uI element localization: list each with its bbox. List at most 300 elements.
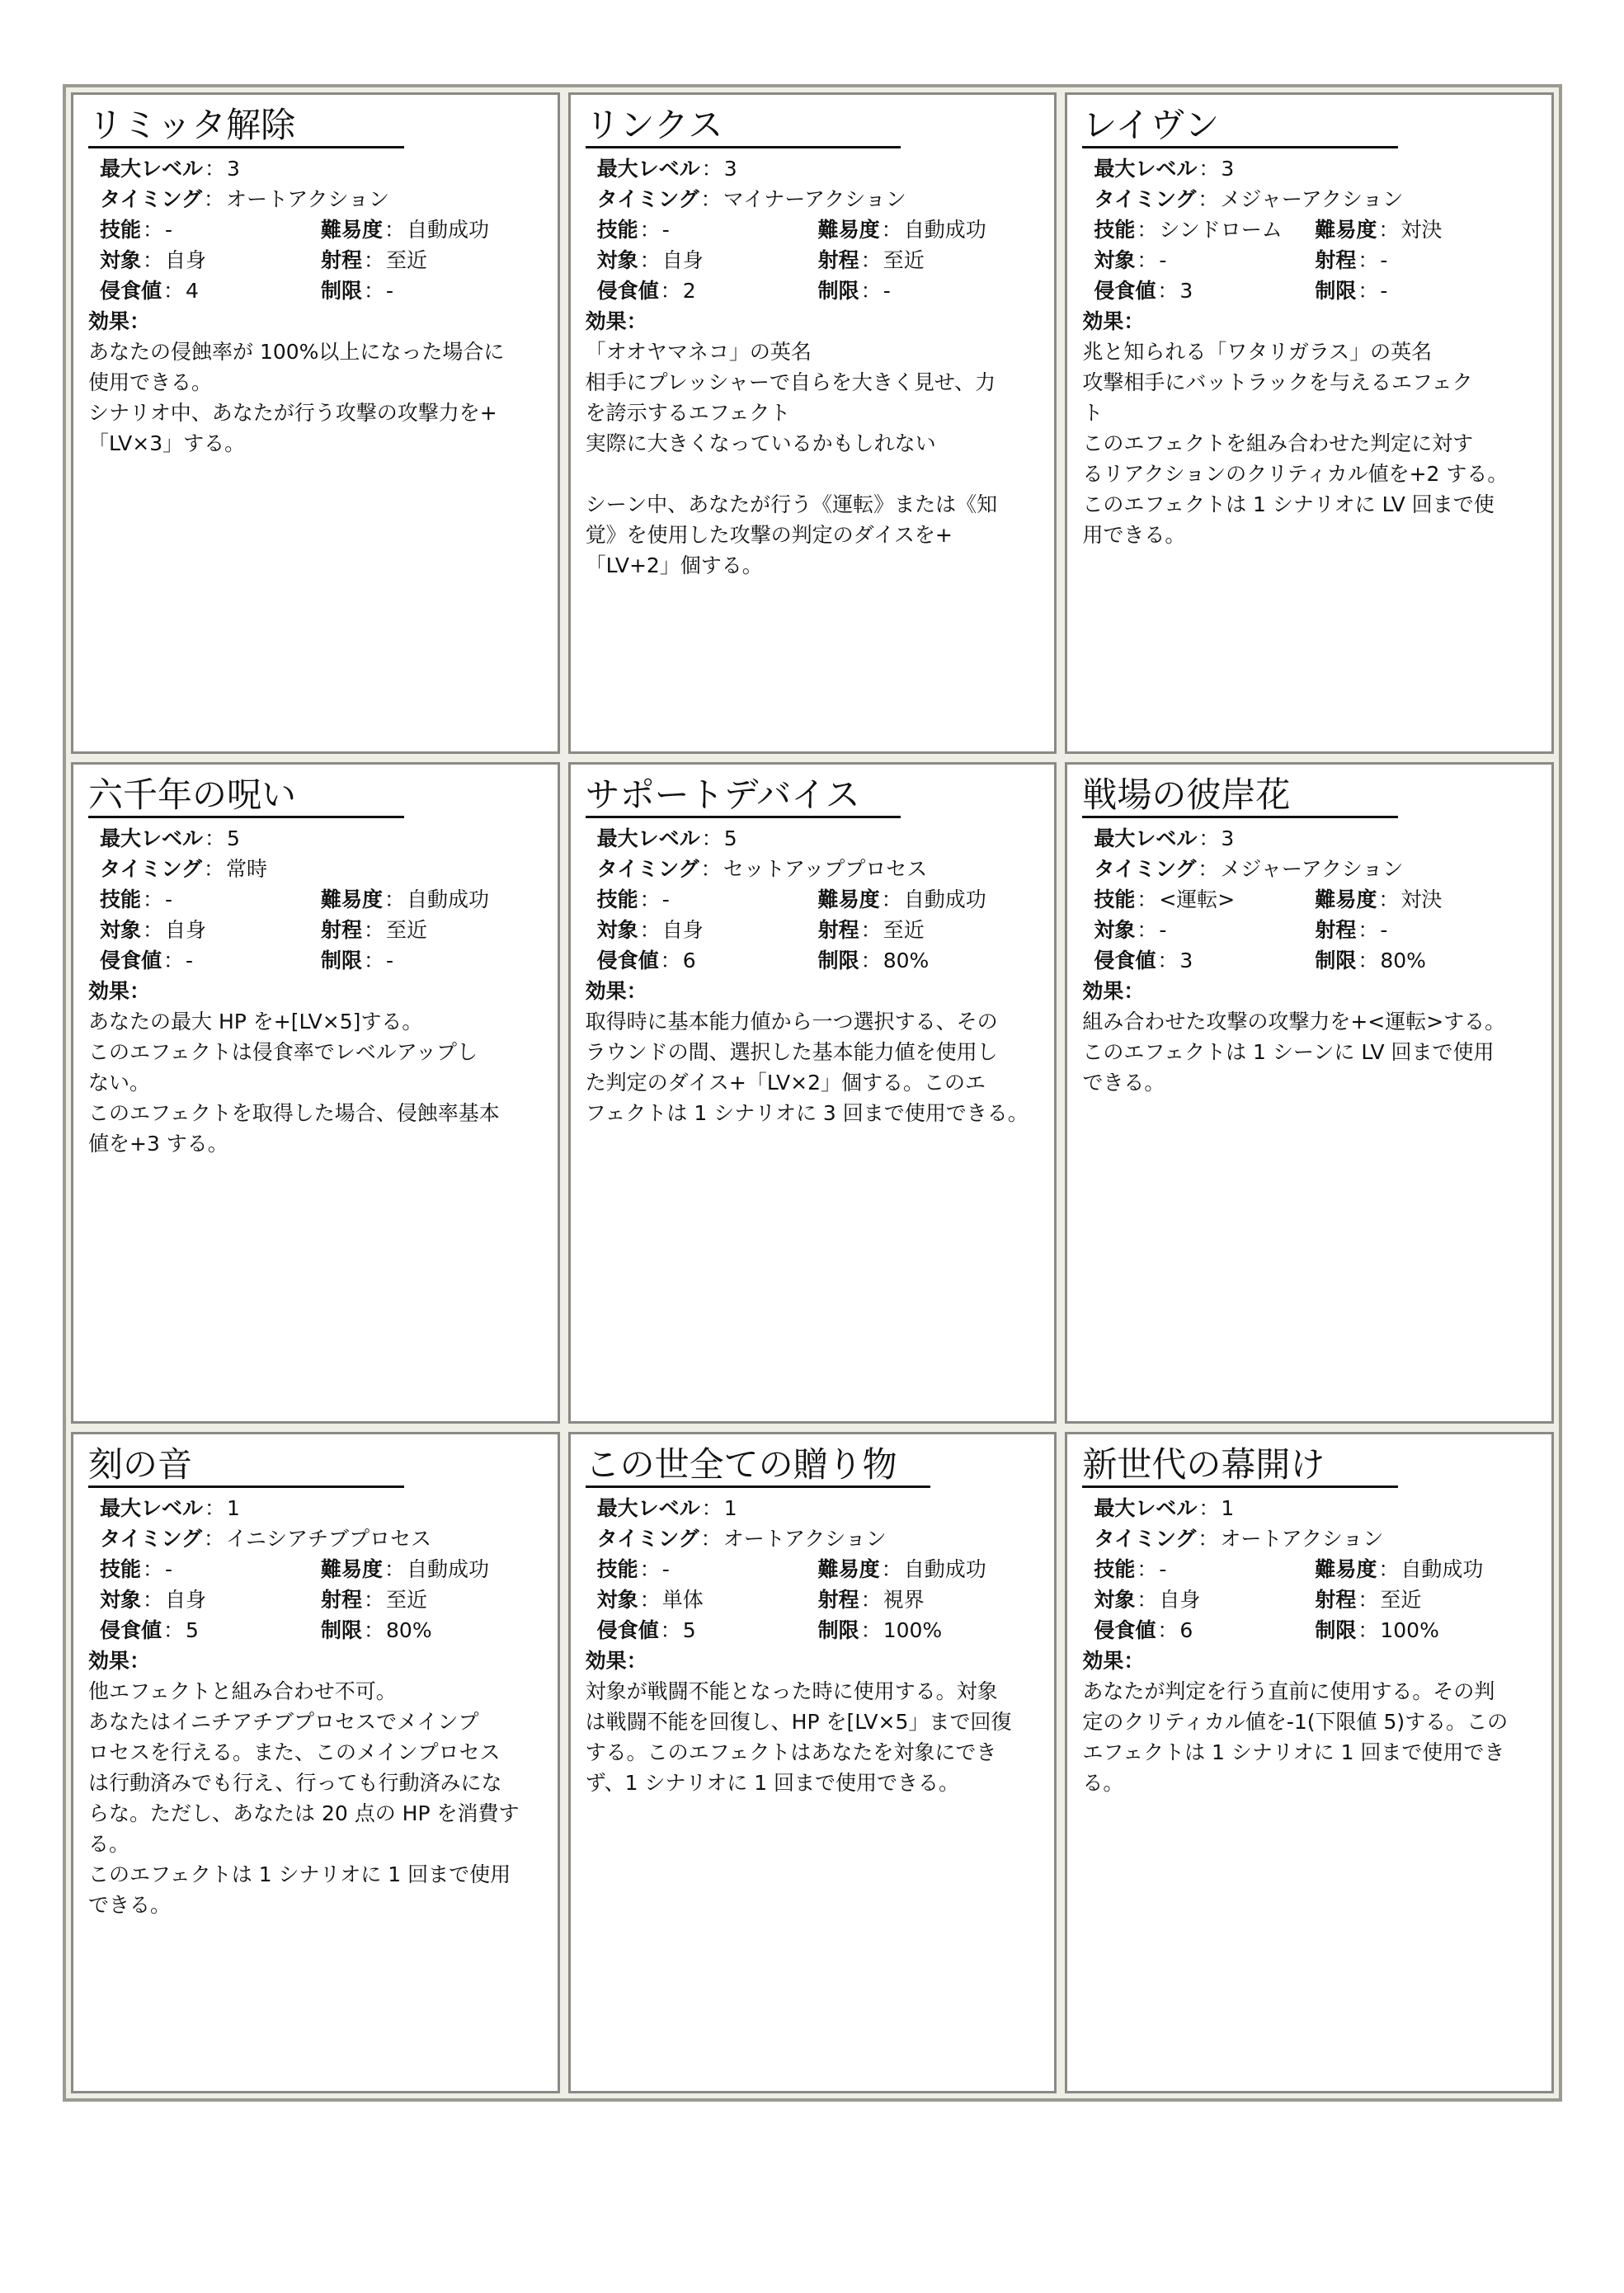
skill-value: - [661, 888, 670, 911]
max_level-label: 最大レベル [596, 157, 700, 181]
timing-label: タイミング [1094, 1527, 1197, 1551]
max_level-label: 最大レベル [1094, 826, 1198, 850]
range-field [1315, 1584, 1421, 1615]
effect-card [71, 1432, 560, 2093]
colon: ： [881, 1557, 902, 1581]
effect-text-line: シナリオ中、あなたが行う攻撃の攻撃力を+ [88, 401, 497, 425]
max_level-value: 3 [1221, 157, 1235, 181]
max_level-value: 5 [227, 826, 240, 850]
target-label: 対象 [100, 918, 142, 942]
limit-field [818, 945, 930, 976]
colon: ： [364, 279, 385, 303]
timing-label: タイミング [100, 857, 203, 881]
skill-value: - [661, 1557, 670, 1581]
effect-body [1082, 1676, 1538, 1798]
card-title: 新世代の幕開け [1082, 1444, 1398, 1488]
colon: ： [1198, 187, 1219, 211]
colon: ： [384, 1557, 406, 1581]
effect-heading [1082, 1646, 1538, 1676]
meta-row-timing [1094, 184, 1538, 214]
erosion-value: 2 [682, 279, 696, 303]
colon: ： [129, 1649, 151, 1673]
timing-field [100, 854, 267, 884]
erosion-label: 侵食値 [100, 1618, 162, 1642]
difficulty-field [321, 214, 489, 245]
skill-label: 技能 [100, 218, 142, 242]
card-meta [88, 1493, 544, 1646]
erosion-value: 6 [682, 949, 696, 972]
max_level-field [597, 153, 737, 184]
meta-row-skill [1094, 214, 1538, 245]
meta-row-erosion [1094, 945, 1538, 976]
skill-field [1094, 884, 1315, 915]
card-meta [586, 1493, 1042, 1646]
effect-text-line: あなたの侵蝕率が 100%以上になった場合に [88, 340, 505, 364]
limit-value: 80% [386, 1618, 432, 1642]
effect-text-line: フェクトは 1 シナリオに 3 回まで使用できる。 [585, 1101, 1029, 1125]
timing-label: タイミング [596, 187, 699, 211]
effect-heading [586, 306, 1042, 337]
limit-label: 制限 [1315, 279, 1357, 303]
colon: ： [204, 857, 225, 881]
skill-value: シンドローム [1159, 218, 1283, 242]
card-meta [1082, 153, 1538, 306]
effect-text-line: シーン中、あなたが行う《運転》または《知 [585, 492, 998, 516]
skill-label: 技能 [1094, 1557, 1136, 1581]
range-value: 至近 [1380, 1588, 1422, 1612]
colon: ： [143, 218, 164, 242]
effect-body [88, 337, 544, 459]
effect-text-line: 使用できる。 [88, 370, 213, 394]
colon: ： [1378, 218, 1400, 242]
effect-heading [88, 976, 544, 1006]
effect-text-line: 攻撃相手にバットラックを与えるエフェク [1082, 370, 1473, 394]
meta-row-erosion [1094, 275, 1538, 306]
card-title: リミッタ解除 [88, 105, 404, 148]
card-title: この世全ての贈り物 [586, 1444, 930, 1488]
timing-value: 常時 [226, 857, 268, 881]
card-title: リンクス [586, 105, 901, 148]
range-field [321, 1584, 427, 1615]
meta-row-erosion [1094, 1615, 1538, 1646]
timing-label: タイミング [100, 1527, 203, 1551]
skill-field [100, 884, 321, 915]
skill-value: - [165, 218, 173, 242]
target-field [597, 915, 818, 945]
skill-label: 技能 [596, 218, 638, 242]
colon: ： [1358, 1588, 1379, 1612]
max_level-label: 最大レベル [100, 157, 204, 181]
range-field [818, 915, 925, 945]
effect-label: 効果 [585, 309, 627, 333]
effect-label: 効果 [88, 979, 130, 1003]
limit-value: 80% [883, 949, 930, 972]
effect-text-line: あなたの最大 HP を+[LV×5]する。 [88, 1010, 423, 1033]
colon: ： [205, 157, 226, 181]
skill-field [597, 1554, 818, 1584]
effect-text-line: このエフェクトを組み合わせた判定に対す [1082, 431, 1474, 455]
colon: ： [626, 979, 647, 1003]
erosion-label: 侵食値 [596, 279, 659, 303]
effect-label: 効果 [1082, 309, 1124, 333]
colon: ： [1123, 979, 1145, 1003]
target-field [100, 245, 321, 275]
colon: ： [143, 1588, 164, 1612]
effect-card [1065, 762, 1554, 1424]
meta-row-level [100, 823, 544, 854]
limit-value: - [386, 949, 394, 972]
difficulty-label: 難易度 [321, 888, 384, 911]
difficulty-field [1315, 1554, 1483, 1584]
timing-value: メジャーアクション [1220, 187, 1404, 211]
target-label: 対象 [1094, 248, 1136, 272]
max_level-value: 5 [723, 826, 737, 850]
limit-field [1315, 945, 1426, 976]
max_level-field [1094, 823, 1234, 854]
effect-text-line: 「オオヤマネコ」の英名 [585, 340, 812, 364]
skill-value: - [661, 218, 670, 242]
timing-field [597, 1523, 887, 1554]
effect-text-line: る。 [1082, 1771, 1124, 1795]
colon: ： [1137, 1588, 1158, 1612]
difficulty-label: 難易度 [817, 888, 880, 911]
meta-row-erosion [597, 275, 1042, 306]
effect-text-line: 「LV×3」する。 [88, 431, 246, 455]
colon: ： [1198, 857, 1219, 881]
max_level-label: 最大レベル [596, 1496, 700, 1520]
timing-field [597, 184, 906, 214]
timing-label: タイミング [100, 187, 203, 211]
effect-label: 効果 [585, 979, 627, 1003]
effect-text-line: は行動済みでも行え、行っても行動済みにな [88, 1771, 502, 1795]
effect-text-line: ない。 [88, 1071, 151, 1095]
meta-row-skill [100, 884, 544, 915]
meta-row-timing [100, 854, 544, 884]
meta-row-erosion [597, 945, 1042, 976]
max_level-label: 最大レベル [1094, 157, 1198, 181]
difficulty-field [321, 1554, 489, 1584]
effect-text-line: 覚》を使用した攻撃の判定のダイスを+ [585, 523, 953, 547]
colon: ： [639, 218, 661, 242]
effect-heading [88, 306, 544, 337]
colon: ： [143, 888, 164, 911]
effect-text-line: あなたが判定を行う直前に使用する。その判 [1082, 1679, 1495, 1703]
effect-card [568, 92, 1057, 754]
max_level-value: 1 [227, 1496, 240, 1520]
erosion-value: 4 [186, 279, 199, 303]
target-value: 自身 [661, 918, 704, 942]
colon: ： [701, 826, 723, 850]
meta-row-timing [597, 1523, 1042, 1554]
effect-card [568, 762, 1057, 1424]
range-label: 射程 [321, 918, 363, 942]
colon: ： [860, 949, 882, 972]
meta-row-level [1094, 1493, 1538, 1523]
erosion-field [1094, 945, 1315, 976]
colon: ： [626, 309, 647, 333]
colon: ： [639, 918, 661, 942]
target-value: 自身 [165, 248, 207, 272]
effect-heading [1082, 976, 1538, 1006]
effect-text-line: できる。 [88, 1893, 172, 1917]
range-value: - [1380, 248, 1388, 272]
limit-field [818, 1615, 943, 1646]
erosion-value: 3 [1179, 279, 1193, 303]
meta-row-target [100, 245, 544, 275]
meta-row-skill [597, 214, 1042, 245]
meta-row-target [1094, 1584, 1538, 1615]
difficulty-value: 自動成功 [1400, 1557, 1484, 1581]
difficulty-value: 自動成功 [407, 1557, 490, 1581]
erosion-field [597, 945, 818, 976]
colon: ： [364, 918, 385, 942]
effect-text-line: 定のクリティカル値を-1(下限値 5)する。この [1082, 1710, 1509, 1734]
difficulty-label: 難易度 [1315, 888, 1377, 911]
meta-row-erosion [100, 945, 544, 976]
meta-row-skill [100, 214, 544, 245]
colon: ： [639, 1588, 661, 1612]
timing-value: イニシアチブプロセス [226, 1527, 432, 1551]
target-value: 自身 [165, 1588, 207, 1612]
skill-value: - [165, 1557, 173, 1581]
meta-row-erosion [100, 275, 544, 306]
effect-text-line: ロセスを行える。また、このメインプロセス [88, 1740, 501, 1764]
target-value: 単体 [661, 1588, 704, 1612]
colon: ： [701, 157, 723, 181]
meta-row-skill [597, 1554, 1042, 1584]
skill-label: 技能 [1094, 888, 1136, 911]
effect-text-line: るリアクションのクリティカル値を+2 する。 [1082, 462, 1509, 486]
target-field [100, 915, 321, 945]
limit-value: - [386, 279, 394, 303]
limit-value: 100% [883, 1618, 943, 1642]
skill-field [100, 214, 321, 245]
meta-row-target [1094, 915, 1538, 945]
meta-row-target [1094, 245, 1538, 275]
colon: ： [639, 888, 661, 911]
colon: ： [1137, 918, 1158, 942]
colon: ： [1378, 1557, 1400, 1581]
skill-value: <運転> [1159, 888, 1236, 911]
timing-value: メジャーアクション [1220, 857, 1404, 881]
card-meta [88, 153, 544, 306]
max_level-field [597, 1493, 737, 1523]
meta-row-skill [597, 884, 1042, 915]
range-label: 射程 [817, 1588, 859, 1612]
difficulty-field [321, 884, 489, 915]
effect-text-line: 「LV+2」個する。 [585, 553, 763, 577]
timing-value: オートアクション [723, 1527, 887, 1551]
colon: ： [1157, 279, 1179, 303]
skill-label: 技能 [100, 888, 142, 911]
effect-card [71, 762, 560, 1424]
difficulty-label: 難易度 [1315, 1557, 1377, 1581]
effect-label: 効果 [88, 309, 130, 333]
colon: ： [626, 1649, 647, 1673]
range-label: 射程 [1315, 918, 1357, 942]
meta-row-target [100, 915, 544, 945]
max_level-value: 1 [1221, 1496, 1235, 1520]
colon: ： [701, 1496, 723, 1520]
skill-label: 技能 [1094, 218, 1136, 242]
colon: ： [881, 218, 902, 242]
range-field [321, 245, 427, 275]
colon: ： [860, 1588, 882, 1612]
range-label: 射程 [1315, 1588, 1357, 1612]
effect-text-line: は戦闘不能を回復し、HP を[LV×5」まで回復 [585, 1710, 1012, 1734]
timing-value: オートアクション [1220, 1527, 1384, 1551]
range-value: 至近 [883, 918, 925, 942]
limit-label: 制限 [1315, 949, 1357, 972]
colon: ： [364, 248, 385, 272]
colon: ： [143, 918, 164, 942]
meta-row-level [1094, 153, 1538, 184]
target-field [100, 1584, 321, 1615]
effect-body [586, 337, 1042, 581]
limit-field [321, 1615, 432, 1646]
effect-text-line: ラウンドの間、選択した基本能力値を使用し [585, 1040, 998, 1064]
effect-text-line: このエフェクトは 1 シナリオに 1 回まで使用 [88, 1862, 511, 1886]
range-value: 視界 [883, 1588, 925, 1612]
limit-field [818, 275, 891, 306]
effect-card [568, 1432, 1057, 2093]
erosion-label: 侵食値 [596, 1618, 659, 1642]
effect-text-line: ト [1082, 401, 1104, 425]
effect-card [1065, 1432, 1554, 2093]
max_level-label: 最大レベル [596, 826, 700, 850]
erosion-field [1094, 1615, 1315, 1646]
card-meta [586, 153, 1042, 306]
effect-label: 効果 [585, 1649, 627, 1673]
difficulty-value: 自動成功 [903, 888, 986, 911]
timing-value: セットアッププロセス [723, 857, 928, 881]
range-label: 射程 [321, 248, 363, 272]
effect-card [1065, 92, 1554, 754]
effect-text-line: 組み合わせた攻撃の攻撃力を+<運転>する。 [1082, 1010, 1506, 1033]
effect-body [88, 1006, 544, 1159]
range-field [1315, 245, 1387, 275]
range-field [321, 915, 427, 945]
difficulty-value: 自動成功 [903, 1557, 986, 1581]
effect-text-line: 用できる。 [1082, 523, 1186, 547]
effect-text-line: このエフェクトは 1 シナリオに LV 回まで使 [1082, 492, 1495, 516]
colon: ： [204, 1527, 225, 1551]
colon: ： [1358, 279, 1379, 303]
target-label: 対象 [596, 1588, 638, 1612]
effect-heading [1082, 306, 1538, 337]
colon: ： [660, 279, 681, 303]
colon: ： [143, 248, 164, 272]
colon: ： [639, 248, 661, 272]
skill-label: 技能 [596, 888, 638, 911]
erosion-field [100, 275, 321, 306]
colon: ： [143, 1557, 164, 1581]
difficulty-label: 難易度 [321, 1557, 384, 1581]
effect-text-line: あなたはイニチアチブプロセスでメインプ [88, 1710, 479, 1734]
meta-row-level [1094, 823, 1538, 854]
target-field [597, 1584, 818, 1615]
limit-label: 制限 [321, 949, 363, 972]
colon: ： [660, 949, 681, 972]
erosion-field [100, 1615, 321, 1646]
range-label: 射程 [817, 918, 859, 942]
timing-field [1094, 1523, 1383, 1554]
skill-label: 技能 [100, 1557, 142, 1581]
max_level-label: 最大レベル [100, 1496, 204, 1520]
meta-row-timing [100, 184, 544, 214]
limit-value: - [1380, 279, 1388, 303]
colon: ： [205, 1496, 226, 1520]
effect-body [88, 1676, 544, 1920]
colon: ： [163, 279, 185, 303]
effect-text-line: できる。 [1082, 1071, 1165, 1095]
max_level-value: 3 [1221, 826, 1235, 850]
range-label: 射程 [321, 1588, 363, 1612]
erosion-value: - [186, 949, 194, 972]
effect-text-line: 取得時に基本能力値から一つ選択する、その [585, 1010, 998, 1033]
effect-text-line: を誇示するエフェクト [585, 401, 791, 425]
meta-row-level [100, 1493, 544, 1523]
difficulty-field [1315, 214, 1442, 245]
effect-heading [586, 1646, 1042, 1676]
colon: ： [639, 1557, 661, 1581]
card-title: サポートデバイス [586, 775, 901, 818]
meta-row-level [100, 153, 544, 184]
effect-text-line: このエフェクトは侵食率でレベルアップし [88, 1040, 478, 1064]
range-value: 至近 [386, 1588, 428, 1612]
colon: ： [860, 1618, 882, 1642]
max_level-value: 3 [227, 157, 240, 181]
range-field [818, 245, 925, 275]
colon: ： [1137, 1557, 1158, 1581]
timing-label: タイミング [1094, 857, 1197, 881]
erosion-value: 5 [682, 1618, 696, 1642]
limit-field [321, 275, 393, 306]
meta-row-level [597, 823, 1042, 854]
meta-row-erosion [597, 1615, 1042, 1646]
timing-field [100, 184, 389, 214]
card-meta [1082, 1493, 1538, 1646]
meta-row-skill [100, 1554, 544, 1584]
skill-label: 技能 [596, 1557, 638, 1581]
max_level-field [597, 823, 737, 854]
target-label: 対象 [100, 248, 142, 272]
erosion-label: 侵食値 [596, 949, 659, 972]
skill-field [1094, 1554, 1315, 1584]
colon: ： [860, 248, 882, 272]
erosion-label: 侵食値 [1094, 1618, 1156, 1642]
target-label: 対象 [100, 1588, 142, 1612]
colon: ： [1123, 1649, 1145, 1673]
erosion-label: 侵食値 [1094, 279, 1156, 303]
range-field [818, 1584, 925, 1615]
difficulty-field [818, 214, 986, 245]
colon: ： [700, 857, 722, 881]
difficulty-value: 自動成功 [407, 218, 490, 242]
effect-text-line: らな。ただし、あなたは 20 点の HP を消費す [88, 1801, 520, 1825]
difficulty-value: 自動成功 [407, 888, 490, 911]
card-title: 六千年の呪い [88, 775, 404, 818]
effect-text-line: 値を+3 する。 [88, 1132, 228, 1156]
erosion-field [597, 1615, 818, 1646]
target-value: - [1159, 918, 1167, 942]
target-value: 自身 [661, 248, 704, 272]
difficulty-field [818, 884, 986, 915]
erosion-label: 侵食値 [100, 949, 162, 972]
max_level-field [100, 823, 240, 854]
skill-field [597, 214, 818, 245]
effect-text-line: 実際に大きくなっているかもしれない [585, 431, 936, 455]
